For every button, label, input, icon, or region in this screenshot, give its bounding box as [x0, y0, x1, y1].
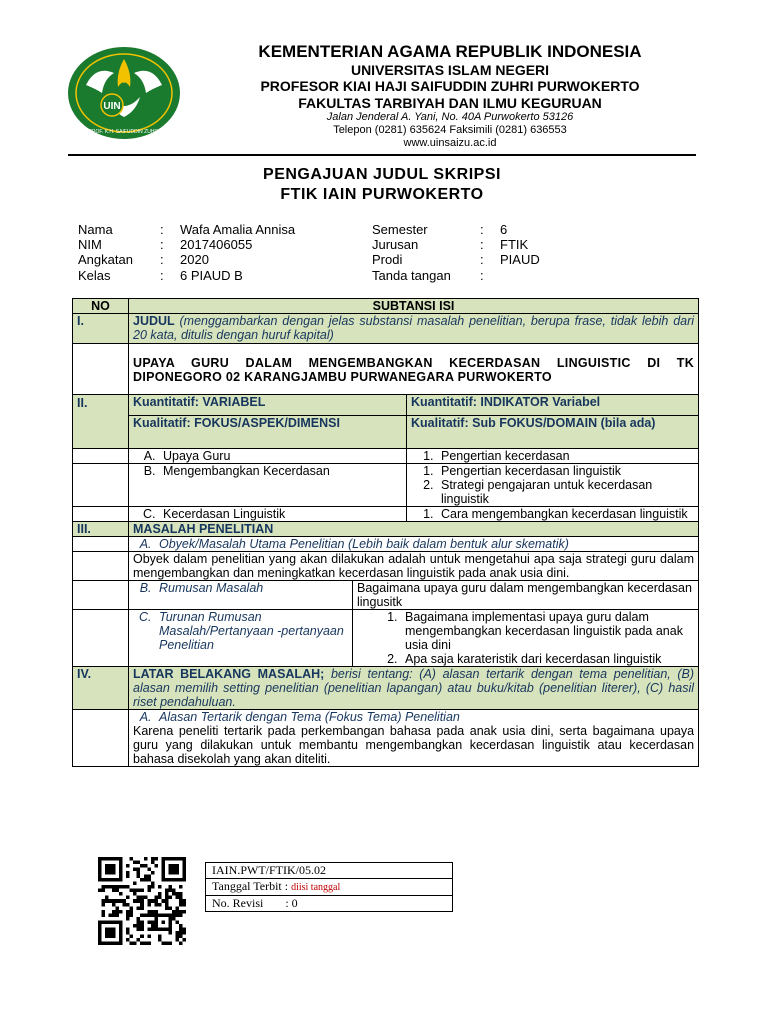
- submission-table: [72, 298, 699, 767]
- section-number: III.: [73, 522, 129, 537]
- judul-content-row: [73, 344, 699, 395]
- empty-cell: [73, 507, 129, 522]
- indicator-b2: 2. Strategi pengajaran untuk kecerdasan linguistik: [437, 478, 694, 506]
- section-number: I.: [73, 314, 129, 344]
- signature-label: Tanda tangan: [372, 268, 451, 283]
- turunan-item-1: 1. Bagaimana implementasi upaya guru dalam mengembangkan kecerdasan linguistik pada anak usia dini: [401, 610, 694, 652]
- latar-a-label: A. Alasan Tertarik dengan Tema (Fokus Tema) Penelitian: [155, 710, 694, 724]
- semester-label: Semester: [372, 222, 428, 237]
- judul-label: JUDUL: [133, 314, 175, 328]
- university-type: UNIVERSITAS ISLAM NEGERI: [350, 62, 550, 78]
- turunan-label-cell: [129, 610, 353, 667]
- kualitatif-fokus: Kualitatif: FOKUS/ASPEK/DIMENSI: [129, 416, 407, 449]
- colon: :: [480, 268, 484, 283]
- angkatan-label: Angkatan: [78, 252, 133, 267]
- prodi-value: PIAUD: [500, 252, 540, 267]
- variable-a-cell: [129, 449, 407, 464]
- revision-value: : 0: [285, 896, 298, 910]
- colon: :: [480, 222, 484, 237]
- issue-date-cell: [206, 879, 453, 896]
- svg-text:PROF. K.H. SAIFUDDIN ZUHRI: PROF. K.H. SAIFUDDIN ZUHRI: [88, 129, 160, 135]
- variable-row-c: [73, 507, 699, 522]
- section-judul-row: [73, 314, 699, 344]
- latar-note: berisi tentang: (A) alasan tertarik dengan tema penelitian, (B) alasan memilih setting penelitian (penelitian lapangan) atau buku/kitab (penelitian literer), (C) hasil riset pendahuluan.: [133, 667, 695, 709]
- thesis-title: UPAYA GURU DALAM MENGEMBANGKAN KECERDASAN LINGUISTIC DI TK DIPONEGORO 02 KARANGJAMBU PURWANEGARA PURWOKERTO: [129, 344, 699, 395]
- empty-cell: [73, 581, 129, 610]
- section-number: II.: [73, 395, 129, 449]
- rumusan-label-cell: [129, 581, 353, 610]
- university-logo: [66, 45, 182, 141]
- svg-text:UIN: UIN: [103, 101, 121, 112]
- indicator-c1: 1. Cara mengembangkan kecerdasan linguistik: [437, 507, 694, 521]
- nama-label: Nama: [78, 222, 113, 237]
- empty-cell: [73, 552, 129, 581]
- kuantitatif-indikator: Kuantitatif: INDIKATOR Variabel: [407, 395, 699, 416]
- empty-cell: [73, 449, 129, 464]
- university-name: PROFESOR KIAI HAJI SAIFUDDIN ZUHRI PURWOKERTO: [260, 78, 640, 94]
- nim-value: 2017406055: [180, 237, 253, 252]
- ministry-name: KEMENTERIAN AGAMA REPUBLIK INDONESIA: [258, 42, 642, 61]
- rumusan-text: Bagaimana upaya guru dalam mengembangkan kecerdasan lingusitk: [353, 581, 699, 610]
- variable-b-cell: [129, 464, 407, 507]
- section-variabel-row: [73, 395, 699, 416]
- masalah-header: MASALAH PENELITIAN: [129, 522, 699, 537]
- turunan-row: [73, 610, 699, 667]
- indicator-b-cell: [407, 464, 699, 507]
- turunan-list-cell: [353, 610, 699, 667]
- variable-a: A. Upaya Guru: [159, 449, 402, 463]
- document-title: PENGAJUAN JUDUL SKRIPSI: [263, 166, 501, 183]
- colon: :: [480, 252, 484, 267]
- judul-note: (menggambarkan dengan jelas substansi masalah penelitian, berupa frase, tidak lebih dari 20 kata, ditulis dengan huruf kapital): [133, 314, 695, 342]
- variable-b: B. Mengembangkan Kecerdasan: [159, 464, 402, 478]
- colon: :: [160, 268, 164, 283]
- colon: :: [160, 237, 164, 252]
- indicator-b1: 1. Pengertian kecerdasan linguistik: [437, 464, 694, 478]
- colon: :: [160, 222, 164, 237]
- angkatan-value: 2020: [180, 252, 209, 267]
- masalah-a-text: Obyek dalam penelitian yang akan dilakukan adalah untuk mengetahui apa saja strategi guru dalam mengembangkan dan meningkatkan kecerdasan linguistik pada anak usia dini.: [129, 552, 699, 581]
- masalah-a-text-row: [73, 552, 699, 581]
- qr-code: [98, 857, 186, 945]
- document-subtitle: FTIK IAIN PURWOKERTO: [280, 186, 484, 203]
- revision-cell: [206, 896, 453, 912]
- col-no-header: NO: [73, 299, 129, 314]
- jurusan-label: Jurusan: [372, 237, 419, 252]
- masalah-a-label-row: [73, 537, 699, 552]
- kuantitatif-variabel: Kuantitatif: VARIABEL: [129, 395, 407, 416]
- table-header-row: [73, 299, 699, 314]
- header-divider: [68, 154, 696, 156]
- prodi-label: Prodi: [372, 252, 403, 267]
- indicator-a1: 1. Pengertian kecerdasan: [437, 449, 694, 463]
- nim-label: NIM: [78, 237, 102, 252]
- nama-value: Wafa Amalia Annisa: [180, 222, 296, 237]
- section-number: IV.: [73, 667, 129, 710]
- masalah-a-label: A. Obyek/Masalah Utama Penelitian (Lebih baik dalam bentuk alur skematik): [155, 537, 694, 551]
- faculty-name: FAKULTAS TARBIYAH DAN ILMU KEGURUAN: [298, 95, 602, 111]
- issue-date-label: Tanggal Terbit :: [212, 879, 292, 893]
- turunan-label: C. Turunan Rumusan Masalah/Pertanyaan -pertanyaan Penelitian: [155, 610, 348, 652]
- semester-value: 6: [500, 222, 508, 237]
- variable-row-a: [73, 449, 699, 464]
- rumusan-row: [73, 581, 699, 610]
- jurusan-value: FTIK: [500, 237, 529, 252]
- empty-cell: [73, 610, 129, 667]
- variable-c-cell: [129, 507, 407, 522]
- section-masalah-row: [73, 522, 699, 537]
- rumusan-label: B. Rumusan Masalah: [155, 581, 348, 595]
- turunan-item-2: 2. Apa saja karateristik dari kecerdasan linguistik: [401, 652, 694, 666]
- latar-header: [129, 667, 699, 710]
- section-fokus-row: [73, 416, 699, 449]
- colon: :: [480, 237, 484, 252]
- col-isi-header: SUBTANSI ISI: [129, 299, 699, 314]
- revision-label: No. Revisi: [212, 896, 264, 910]
- latar-a-row: [73, 710, 699, 767]
- kelas-value: 6 PIAUD B: [180, 268, 243, 283]
- latar-label: LATAR BELAKANG MASALAH;: [133, 667, 325, 681]
- phone: Telepon (0281) 635624 Faksimili (0281) 636553: [333, 124, 567, 136]
- section-judul-header: [129, 314, 699, 344]
- kelas-label: Kelas: [78, 268, 111, 283]
- masalah-a-cell: [129, 537, 699, 552]
- variable-c: C. Kecerdasan Linguistik: [159, 507, 402, 521]
- kualitatif-subfokus: Kualitatif: Sub FOKUS/DOMAIN (bila ada): [407, 416, 699, 449]
- variable-row-b: [73, 464, 699, 507]
- latar-a-cell: [129, 710, 699, 767]
- address: Jalan Jenderal A. Yani, No. 40A Purwokerto 53126: [326, 111, 574, 123]
- indicator-a-cell: [407, 449, 699, 464]
- empty-cell: [73, 537, 129, 552]
- section-latar-row: [73, 667, 699, 710]
- indicator-c-cell: [407, 507, 699, 522]
- doc-code: IAIN.PWT/FTIK/05.02: [206, 863, 453, 879]
- document-control-table: [205, 862, 453, 912]
- empty-cell: [73, 464, 129, 507]
- empty-cell: [73, 710, 129, 767]
- empty-cell: [73, 344, 129, 395]
- website[interactable]: www.uinsaizu.ac.id: [403, 137, 497, 149]
- colon: :: [160, 252, 164, 267]
- latar-a-text: Karena peneliti tertarik pada perkembangan bahasa pada anak usia dini, serta bagaimana upaya guru yang dilakukan untuk membantu mengembangkan kecerdasan linguistik atau kecerdasan bahasa disekolah yang akan diteliti.: [133, 724, 695, 766]
- issue-date-value: diisi tanggal: [291, 882, 341, 893]
